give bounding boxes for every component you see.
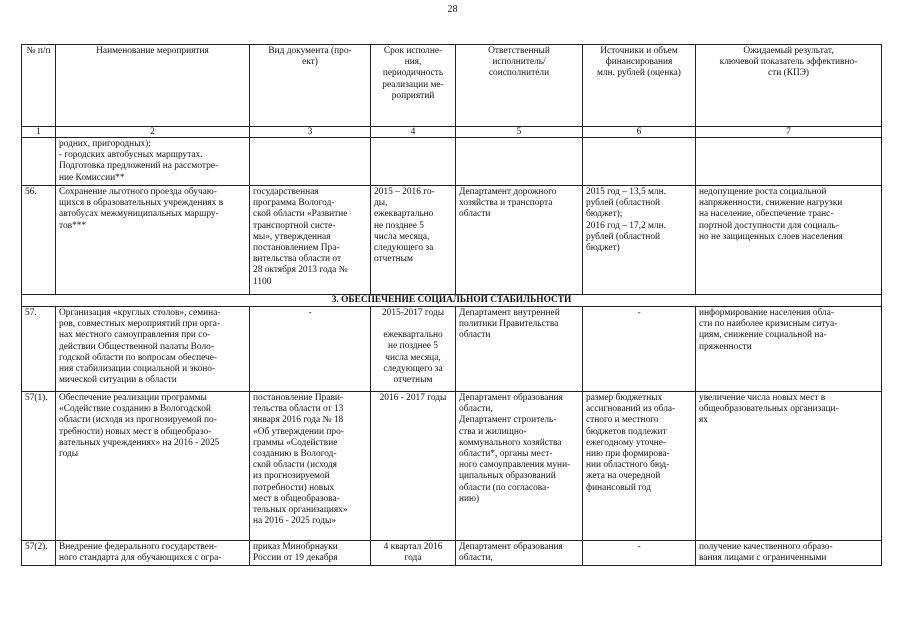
expected-result xyxy=(696,138,882,186)
column-number: 5 xyxy=(456,127,583,138)
document-type: приказ Минобрнауки России от 19 декабря xyxy=(250,541,371,566)
header-finance: Источники и объем финансирования млн. рублей (оценка) xyxy=(583,45,696,127)
executor: Департамент образования области, xyxy=(456,541,583,566)
executor: Департамент внутренней политики Правительства области xyxy=(456,307,583,392)
document-type: - xyxy=(250,307,371,392)
term-period: 2015-2017 годы xyxy=(381,308,445,318)
expected-result: информирование населения обла- сти по наиболее кризисным ситуа- циям, снижение социальной на- пряженности xyxy=(696,307,882,392)
column-number: 4 xyxy=(371,127,456,138)
header-name: Наименование мероприятия xyxy=(56,45,250,127)
document-type: постановление Прави- тельства области от 13 января 2016 года № 18 «Об утверждении про- граммы «Содействие созданию в Вологод- ской области (исходя из прогнозируемой потребности) новых мест в общеобразова- тельных организациях» на 2016 - 2025 годы» xyxy=(250,392,371,541)
term: 4 квартал 2016 года xyxy=(371,541,456,566)
measure-name: Внедрение федерального государствен- ного стандарта для обучающихся с огра- xyxy=(56,541,250,566)
expected-result: получение качественного образо- вания лицами с ограниченными xyxy=(696,541,882,566)
finance: - xyxy=(583,541,696,566)
executor xyxy=(456,138,583,186)
measure-name: родних, пригородных); - городских автобусных маршрутах. Подготовка предложений на рассмотре- ние Комиссии** xyxy=(56,138,250,186)
table-row xyxy=(22,541,882,566)
row-number: 57(1). xyxy=(22,392,56,541)
table-row xyxy=(22,186,882,295)
column-number: 7 xyxy=(696,127,882,138)
finance: 2015 год – 13,5 млн. рублей (областной бюджет); 2016 год – 17,2 млн. рублей (областной бюджет) xyxy=(583,186,696,295)
column-number: 1 xyxy=(22,127,56,138)
measure-name: Обеспечение реализации программы «Содействие созданию в Вологодской области (исходя из прогнозируемой по- требности) новых мест в общеобразо- вательных учреждениях» на 2016 - 2025 годы xyxy=(56,392,250,541)
executor: Департамент образования области, Департамент строитель- ства и жилищно- коммунального хозяйства области*, органы мест- ного самоуправления муни- ципальных образований области (по согласова- нию) xyxy=(456,392,583,541)
finance: - xyxy=(583,307,696,392)
term: 2016 - 2017 годы xyxy=(371,392,456,541)
document-type: государственная программа Вологод- ской области «Развитие транспортной систе- мы», утвержденная постановлением Пра- вительства области от 28 октября 2013 года № 1100 xyxy=(250,186,371,295)
document-type xyxy=(250,138,371,186)
header-row xyxy=(22,45,882,127)
header-term: Срок исполне- ния, периодичность реализации ме- роприятий xyxy=(371,45,456,127)
row-number: 57. xyxy=(22,307,56,392)
header-document: Вид документа (про- ект) xyxy=(250,45,371,127)
section-row xyxy=(22,295,882,307)
column-number: 3 xyxy=(250,127,371,138)
page-number: 28 xyxy=(447,4,458,15)
measure-name: Организация «круглых столов», семина- ров, совместных мероприятий при орга- нах местного самоуправления при со- действии Общественной палаты Воло- годской области по вопросам обеспече- ния стабилизации социальной и эконо- мической ситуации в области xyxy=(56,307,250,392)
finance xyxy=(583,138,696,186)
header-executor: Ответственный исполнитель/ соисполнители xyxy=(456,45,583,127)
finance: размер бюджетных ассигнований из обла- стного и местного бюджетов подлежит ежегодному уточне- нию при формирова- нии областного бюд- жета на очередной финансовый год xyxy=(583,392,696,541)
term xyxy=(371,138,456,186)
column-number: 2 xyxy=(56,127,250,138)
header-number: № п/п xyxy=(22,45,56,127)
section-title: 3. ОБЕСПЕЧЕНИЕ СОЦИАЛЬНОЙ СТАБИЛЬНОСТИ xyxy=(22,295,882,307)
row-number: 57(2). xyxy=(22,541,56,566)
column-number-row xyxy=(22,127,882,138)
expected-result: недопущение роста социальной напряженности, снижение нагрузки на население, обеспечение транс- портной доступности для социаль- но не защищенных слоев населения xyxy=(696,186,882,295)
header-result: Ожидаемый результат, ключевой показатель эффективно- сти (КПЭ) xyxy=(696,45,882,127)
expected-result: увеличение числа новых мест в общеобразовательных организаци- ях xyxy=(696,392,882,541)
executor: Департамент дорожного хозяйства и транспорта области xyxy=(456,186,583,295)
term: 2015 – 2016 го- ды, ежеквартально не позднее 5 числа месяца, следующего за отчетным xyxy=(371,186,456,295)
term-frequency: ежеквартально не позднее 5 числа месяца, следующего за отчетным xyxy=(383,330,443,386)
term xyxy=(371,307,456,392)
column-number: 6 xyxy=(583,127,696,138)
table-row xyxy=(22,392,882,541)
measures-table xyxy=(21,44,882,566)
table-row xyxy=(22,307,882,392)
measure-name: Сохранение льготного проезда обучаю- щихся в образовательных учреждениях в автобусах межмуниципальных маршру- тов*** xyxy=(56,186,250,295)
table-row xyxy=(22,138,882,186)
row-number: 56. xyxy=(22,186,56,295)
row-number xyxy=(22,138,56,186)
